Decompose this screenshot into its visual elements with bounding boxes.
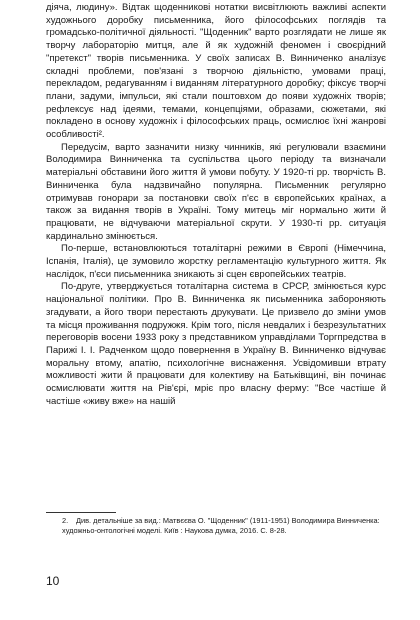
paragraph-2: Передусім, варто зазначити низку чинників, які регулювали взаємини Володимира Винниченка та суспільства цього періоду та визначали матеріальні обставини його життя й умови побуту. У 1920-ті рр. творчість В. Винниченка була надзвичайно популярна. Письменник регулярно отримував гонорари за постановки своїх п'єс в європейських країнах, а також за видання творів в Україні. Тому митець міг нормально жити й працювати, не відчуваючи матеріальної скрути. У 1930-ті рр. ситуація кардинально змінюється.: [46, 141, 386, 242]
paragraph-4: По-друге, утверджується тоталітарна система в СРСР, змінюється курс національної політики. Про В. Винниченка як письменника забороняють згадувати, а його твори перестають друкувати. Це призвело до зміни умов та місця проживання подружжя. Крім того, після невдалих і безрезультатних переговорів восени 1933 року з представником управділами Торгпредства в Парижі І. І. Радченком щодо повернення в Україну В. Винниченко відчуває моральну втому, апатію, психологічне виснаження. Усвідомивши втрату можливості жити й працювати для колективу на Батьківщині, він починає осмислювати життя на Рів'єрі, мріє про власну ферму: "Все частіше й частіше «живу вже» на нашій: [46, 281, 386, 407]
footnote: [62, 516, 384, 536]
footnote-divider: [46, 512, 116, 513]
page-number: 10: [46, 574, 60, 588]
paragraph-1: діяча, людину». Відтак щоденникові нотатки висвітлюють важливі аспекти художнього доробку письменника, його філософських поглядів та громадсько-політичної діяльності. "Щоденник" варто розглядати не лише як творчу лабораторію митця, але й як художній феномен і своєрідний "претекст" творів письменника. У своїх записах В. Винниченко аналізує складні проблеми, пов'язані з творчою діяльністю, умовами праці, перекладом, редагуванням і виданням літературного доробку; фіксує творчі плани, задуми, імпульси, які стали поштовхом до появи художніх творів; рефлексує над ідеями, темами, концепціями, образами, сюжетами, які покладено в основу художніх і філософських праць, осмислює їхні жанрові особливості².: [46, 2, 386, 141]
paragraph-3: По-перше, встановлюються тоталітарні режими в Європі (Німеччина, Іспанія, Італія), це зумовило жорстку регламентацію культурного життя. Як наслідок, п'єси письменника зникають зі сцен європейських театрів.: [46, 243, 386, 280]
footnote-number: 2.: [62, 516, 69, 525]
body-text: [46, 2, 386, 409]
footnote-text: Див. детальніше за вид.: Матвєєва О. "Щоденник" (1911-1951) Володимира Винниченка: художньо-онтологічні моделі. Київ : Наукова думка, 2016. С. 8-28.: [62, 516, 380, 535]
